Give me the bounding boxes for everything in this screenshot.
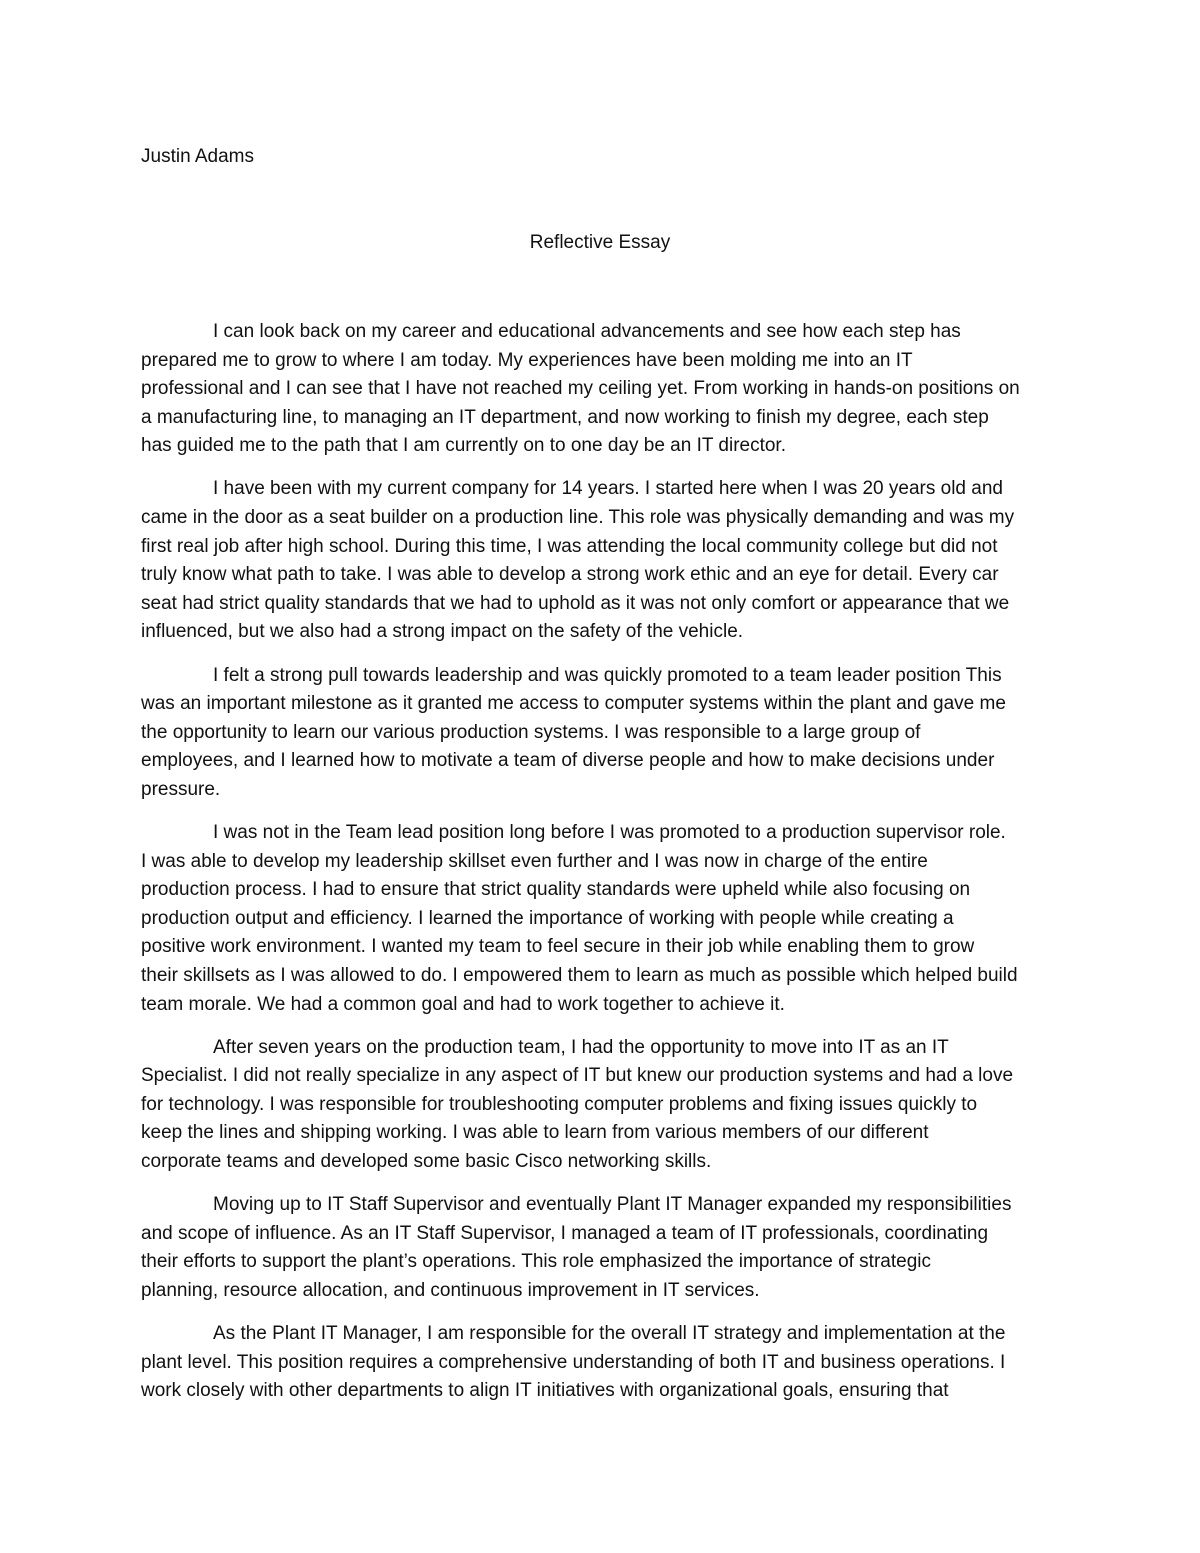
paragraph-1 — [141, 318, 1061, 461]
text-line: keep the lines and shipping working. I was able to learn from various members of our different — [141, 1122, 929, 1144]
text-line: production output and efficiency. I learned the importance of working with people while creating a — [141, 907, 954, 929]
text-line: positive work environment. I wanted my team to feel secure in their job while enabling them to grow — [141, 936, 975, 958]
text-line: I have been with my current company for 14 years. I started here when I was 20 years old and — [213, 478, 1003, 500]
text-line: their skillsets as I was allowed to do. I empowered them to learn as much as possible which helped build — [141, 964, 1018, 986]
text-line: has guided me to the path that I am currently on to one day be an IT director. — [141, 435, 786, 457]
author-name: Justin Adams — [141, 146, 254, 167]
text-line: I felt a strong pull towards leadership and was quickly promoted to a team leader position This — [213, 664, 1002, 686]
text-line: corporate teams and developed some basic Cisco networking skills. — [141, 1151, 712, 1173]
text-line: first real job after high school. During this time, I was attending the local community college but did not — [141, 535, 998, 557]
paragraph-6 — [141, 1191, 1061, 1305]
paragraph-7 — [141, 1320, 1061, 1406]
text-line: professional and I can see that I have not reached my ceiling yet. From working in hands-on positions on — [141, 378, 1020, 400]
text-line: pressure. — [141, 778, 221, 800]
text-line: I was able to develop my leadership skillset even further and I was now in charge of the entire — [141, 850, 928, 872]
paragraph-5 — [141, 1034, 1061, 1177]
text-line: work closely with other departments to align IT initiatives with organizational goals, ensuring that — [141, 1380, 949, 1402]
text-line: their efforts to support the plant’s operations. This role emphasized the importance of strategic — [141, 1251, 931, 1273]
text-line: prepared me to grow to where I am today. My experiences have been molding me into an IT — [141, 349, 913, 371]
text-line: planning, resource allocation, and continuous improvement in IT services. — [141, 1279, 760, 1301]
text-line: the opportunity to learn our various production systems. I was responsible to a large group of — [141, 721, 921, 743]
text-line: seat had strict quality standards that we had to uphold as it was not only comfort or appearance that we — [141, 592, 1010, 614]
text-line: influenced, but we also had a strong impact on the safety of the vehicle. — [141, 621, 744, 643]
document-title: Reflective Essay — [529, 232, 671, 253]
text-line: production process. I had to ensure that strict quality standards were upheld while also focusing on — [141, 879, 971, 901]
text-line: employees, and I learned how to motivate a team of diverse people and how to make decisions under — [141, 750, 995, 772]
text-line: truly know what path to take. I was able to develop a strong work ethic and an eye for detail. Every car — [141, 564, 999, 586]
paragraph-2 — [141, 475, 1061, 647]
paragraph-3 — [141, 662, 1061, 805]
text-line: Moving up to IT Staff Supervisor and eventually Plant IT Manager expanded my responsibilities — [213, 1194, 1012, 1216]
essay-body — [141, 318, 1061, 1420]
text-line: for technology. I was responsible for troubleshooting computer problems and fixing issues quickly to — [141, 1093, 978, 1115]
text-line: came in the door as a seat builder on a production line. This role was physically demanding and was my — [141, 507, 1015, 529]
text-line: I can look back on my career and educational advancements and see how each step has — [213, 321, 961, 342]
text-line: After seven years on the production team, I had the opportunity to move into IT as an IT — [213, 1036, 949, 1058]
paragraph-4 — [141, 819, 1061, 1019]
text-line: team morale. We had a common goal and had to work together to achieve it. — [141, 993, 785, 1015]
text-line: and scope of influence. As an IT Staff Supervisor, I managed a team of IT professionals, coordinating — [141, 1222, 989, 1244]
text-line: As the Plant IT Manager, I am responsible for the overall IT strategy and implementation at the — [213, 1323, 1006, 1344]
text-line: I was not in the Team lead position long before I was promoted to a production supervisor role. — [213, 822, 1006, 843]
text-line: a manufacturing line, to managing an IT department, and now working to finish my degree, each step — [141, 406, 989, 428]
text-line: was an important milestone as it granted me access to computer systems within the plant and gave me — [141, 693, 1006, 715]
text-line: plant level. This position requires a comprehensive understanding of both IT and business operations. I — [141, 1351, 1006, 1373]
text-line: Specialist. I did not really specialize in any aspect of IT but knew our production systems and had a love — [141, 1065, 1014, 1087]
